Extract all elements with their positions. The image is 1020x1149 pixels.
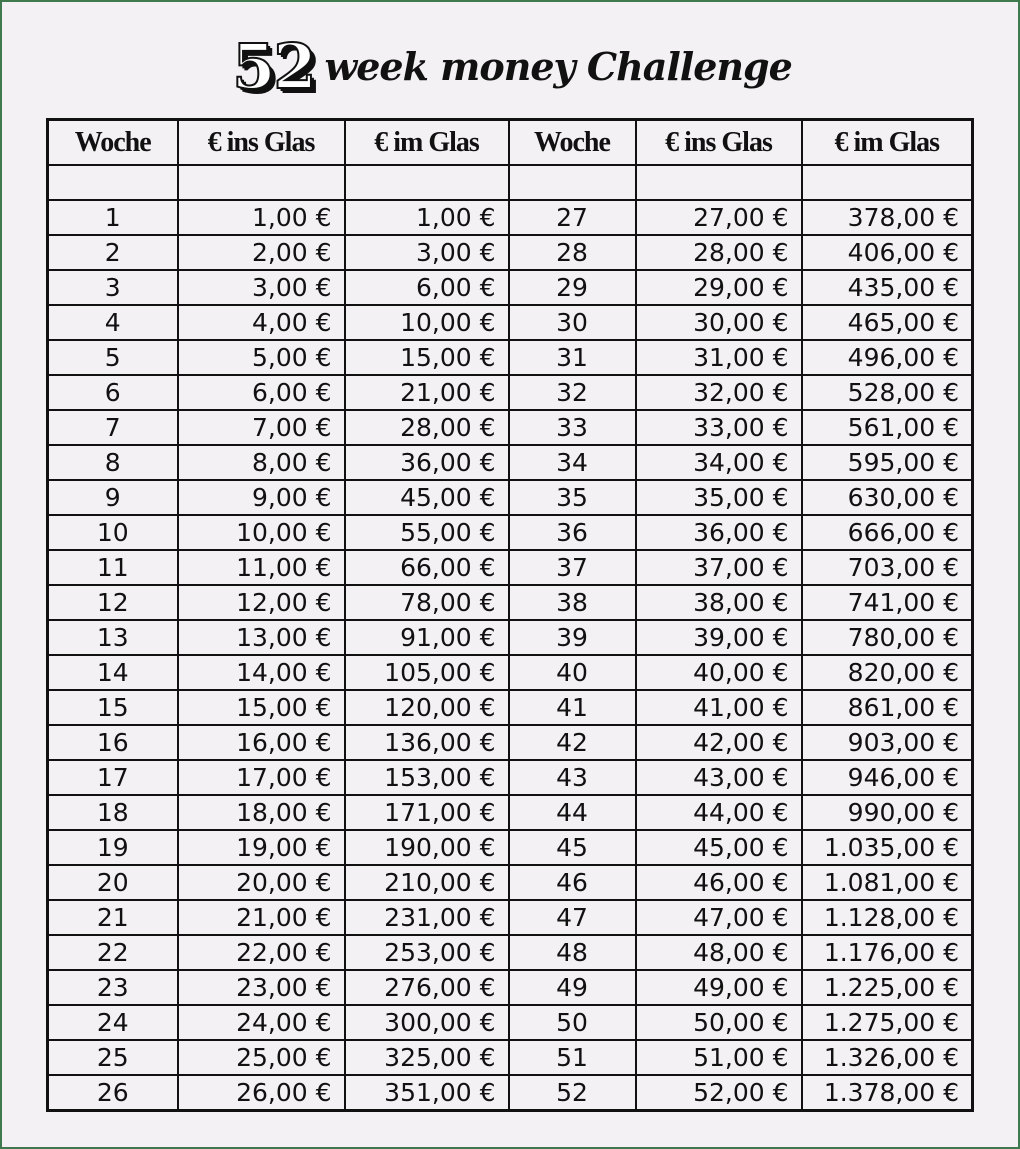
deposit-cell: 46,00 € [636, 865, 802, 900]
total-cell: 741,00 € [802, 585, 973, 620]
table-row [48, 515, 973, 550]
table-row [48, 375, 973, 410]
deposit-cell: 16,00 € [178, 725, 345, 760]
total-cell: 78,00 € [345, 585, 509, 620]
total-cell: 190,00 € [345, 830, 509, 865]
deposit-cell: 47,00 € [636, 900, 802, 935]
week-cell: 7 [48, 410, 178, 445]
deposit-cell: 29,00 € [636, 270, 802, 305]
deposit-cell: 31,00 € [636, 340, 802, 375]
deposit-cell: 20,00 € [178, 865, 345, 900]
deposit-cell: 6,00 € [178, 375, 345, 410]
total-cell: 253,00 € [345, 935, 509, 970]
title-number: 52 [232, 30, 315, 103]
total-cell: 1.326,00 € [802, 1040, 973, 1075]
total-cell: 703,00 € [802, 550, 973, 585]
week-cell: 18 [48, 795, 178, 830]
deposit-cell: 9,00 € [178, 480, 345, 515]
total-cell: 820,00 € [802, 655, 973, 690]
week-cell: 16 [48, 725, 178, 760]
table-row [48, 480, 973, 515]
week-cell: 12 [48, 585, 178, 620]
total-cell: 435,00 € [802, 270, 973, 305]
table-row [48, 865, 973, 900]
week-cell: 22 [48, 935, 178, 970]
week-cell: 26 [48, 1075, 178, 1111]
total-cell: 120,00 € [345, 690, 509, 725]
deposit-cell: 52,00 € [636, 1075, 802, 1111]
deposit-cell: 43,00 € [636, 760, 802, 795]
total-cell: 780,00 € [802, 620, 973, 655]
table-row [48, 1005, 973, 1040]
table-row [48, 340, 973, 375]
savings-table [46, 118, 974, 1112]
table-row [48, 1075, 973, 1111]
table-row [48, 690, 973, 725]
deposit-cell: 30,00 € [636, 305, 802, 340]
total-cell: 378,00 € [802, 200, 973, 235]
week-cell: 3 [48, 270, 178, 305]
deposit-cell: 17,00 € [178, 760, 345, 795]
total-cell: 595,00 € [802, 445, 973, 480]
week-cell: 27 [509, 200, 636, 235]
deposit-cell: 5,00 € [178, 340, 345, 375]
total-cell: 66,00 € [345, 550, 509, 585]
week-cell: 11 [48, 550, 178, 585]
week-cell: 52 [509, 1075, 636, 1111]
empty-cell [178, 165, 345, 200]
deposit-cell: 32,00 € [636, 375, 802, 410]
week-cell: 2 [48, 235, 178, 270]
total-cell: 10,00 € [345, 305, 509, 340]
total-cell: 55,00 € [345, 515, 509, 550]
week-cell: 25 [48, 1040, 178, 1075]
total-cell: 1.275,00 € [802, 1005, 973, 1040]
total-cell: 3,00 € [345, 235, 509, 270]
total-cell: 28,00 € [345, 410, 509, 445]
total-cell: 136,00 € [345, 725, 509, 760]
deposit-cell: 28,00 € [636, 235, 802, 270]
total-cell: 105,00 € [345, 655, 509, 690]
deposit-cell: 4,00 € [178, 305, 345, 340]
week-cell: 38 [509, 585, 636, 620]
total-cell: 630,00 € [802, 480, 973, 515]
header-week-1: Woche [48, 120, 178, 166]
deposit-cell: 42,00 € [636, 725, 802, 760]
deposit-cell: 13,00 € [178, 620, 345, 655]
week-cell: 30 [509, 305, 636, 340]
week-cell: 23 [48, 970, 178, 1005]
week-cell: 31 [509, 340, 636, 375]
week-cell: 45 [509, 830, 636, 865]
total-cell: 561,00 € [802, 410, 973, 445]
total-cell: 171,00 € [345, 795, 509, 830]
empty-cell [509, 165, 636, 200]
header-total-1: € im Glas [345, 120, 509, 166]
deposit-cell: 51,00 € [636, 1040, 802, 1075]
deposit-cell: 21,00 € [178, 900, 345, 935]
week-cell: 20 [48, 865, 178, 900]
deposit-cell: 7,00 € [178, 410, 345, 445]
deposit-cell: 25,00 € [178, 1040, 345, 1075]
week-cell: 44 [509, 795, 636, 830]
deposit-cell: 11,00 € [178, 550, 345, 585]
empty-cell [802, 165, 973, 200]
table-row [48, 1040, 973, 1075]
total-cell: 1.035,00 € [802, 830, 973, 865]
week-cell: 21 [48, 900, 178, 935]
week-cell: 36 [509, 515, 636, 550]
week-cell: 43 [509, 760, 636, 795]
week-cell: 10 [48, 515, 178, 550]
table-row [48, 550, 973, 585]
deposit-cell: 23,00 € [178, 970, 345, 1005]
deposit-cell: 45,00 € [636, 830, 802, 865]
total-cell: 45,00 € [345, 480, 509, 515]
table-row [48, 445, 973, 480]
total-cell: 276,00 € [345, 970, 509, 1005]
total-cell: 351,00 € [345, 1075, 509, 1111]
total-cell: 300,00 € [345, 1005, 509, 1040]
total-cell: 496,00 € [802, 340, 973, 375]
total-cell: 210,00 € [345, 865, 509, 900]
total-cell: 1.128,00 € [802, 900, 973, 935]
total-cell: 465,00 € [802, 305, 973, 340]
empty-row [48, 165, 973, 200]
table-row [48, 970, 973, 1005]
week-cell: 41 [509, 690, 636, 725]
deposit-cell: 2,00 € [178, 235, 345, 270]
deposit-cell: 24,00 € [178, 1005, 345, 1040]
table-row [48, 725, 973, 760]
week-cell: 1 [48, 200, 178, 235]
week-cell: 40 [509, 655, 636, 690]
table-row [48, 760, 973, 795]
total-cell: 1,00 € [345, 200, 509, 235]
table-row [48, 305, 973, 340]
deposit-cell: 35,00 € [636, 480, 802, 515]
deposit-cell: 50,00 € [636, 1005, 802, 1040]
total-cell: 1.176,00 € [802, 935, 973, 970]
total-cell: 406,00 € [802, 235, 973, 270]
empty-cell [48, 165, 178, 200]
week-cell: 46 [509, 865, 636, 900]
deposit-cell: 34,00 € [636, 445, 802, 480]
deposit-cell: 33,00 € [636, 410, 802, 445]
week-cell: 50 [509, 1005, 636, 1040]
week-cell: 4 [48, 305, 178, 340]
total-cell: 15,00 € [345, 340, 509, 375]
total-cell: 861,00 € [802, 690, 973, 725]
header-week-2: Woche [509, 120, 636, 166]
deposit-cell: 37,00 € [636, 550, 802, 585]
total-cell: 1.225,00 € [802, 970, 973, 1005]
deposit-cell: 15,00 € [178, 690, 345, 725]
table-row [48, 795, 973, 830]
deposit-cell: 40,00 € [636, 655, 802, 690]
deposit-cell: 3,00 € [178, 270, 345, 305]
week-cell: 42 [509, 725, 636, 760]
deposit-cell: 48,00 € [636, 935, 802, 970]
total-cell: 36,00 € [345, 445, 509, 480]
total-cell: 153,00 € [345, 760, 509, 795]
table-row [48, 655, 973, 690]
deposit-cell: 38,00 € [636, 585, 802, 620]
week-cell: 24 [48, 1005, 178, 1040]
total-cell: 1.081,00 € [802, 865, 973, 900]
deposit-cell: 18,00 € [178, 795, 345, 830]
week-cell: 51 [509, 1040, 636, 1075]
week-cell: 37 [509, 550, 636, 585]
deposit-cell: 12,00 € [178, 585, 345, 620]
week-cell: 35 [509, 480, 636, 515]
week-cell: 14 [48, 655, 178, 690]
header-total-2: € im Glas [802, 120, 973, 166]
table-row [48, 235, 973, 270]
week-cell: 19 [48, 830, 178, 865]
total-cell: 528,00 € [802, 375, 973, 410]
week-cell: 34 [509, 445, 636, 480]
empty-cell [636, 165, 802, 200]
deposit-cell: 39,00 € [636, 620, 802, 655]
deposit-cell: 27,00 € [636, 200, 802, 235]
week-cell: 49 [509, 970, 636, 1005]
week-cell: 6 [48, 375, 178, 410]
total-cell: 903,00 € [802, 725, 973, 760]
total-cell: 1.378,00 € [802, 1075, 973, 1111]
table-row [48, 410, 973, 445]
week-cell: 28 [509, 235, 636, 270]
week-cell: 8 [48, 445, 178, 480]
week-cell: 47 [509, 900, 636, 935]
deposit-cell: 49,00 € [636, 970, 802, 1005]
total-cell: 946,00 € [802, 760, 973, 795]
week-cell: 32 [509, 375, 636, 410]
week-cell: 15 [48, 690, 178, 725]
week-cell: 9 [48, 480, 178, 515]
table-row [48, 585, 973, 620]
table-row [48, 830, 973, 865]
table-row [48, 935, 973, 970]
week-cell: 5 [48, 340, 178, 375]
deposit-cell: 41,00 € [636, 690, 802, 725]
week-cell: 29 [509, 270, 636, 305]
title-text: week money Challenge [324, 44, 792, 89]
deposit-cell: 44,00 € [636, 795, 802, 830]
total-cell: 6,00 € [345, 270, 509, 305]
deposit-cell: 1,00 € [178, 200, 345, 235]
week-cell: 48 [509, 935, 636, 970]
week-cell: 17 [48, 760, 178, 795]
table-row [48, 900, 973, 935]
deposit-cell: 8,00 € [178, 445, 345, 480]
total-cell: 231,00 € [345, 900, 509, 935]
total-cell: 990,00 € [802, 795, 973, 830]
deposit-cell: 22,00 € [178, 935, 345, 970]
empty-cell [345, 165, 509, 200]
week-cell: 13 [48, 620, 178, 655]
deposit-cell: 26,00 € [178, 1075, 345, 1111]
header-deposit-2: € ins Glas [636, 120, 802, 166]
deposit-cell: 36,00 € [636, 515, 802, 550]
deposit-cell: 10,00 € [178, 515, 345, 550]
deposit-cell: 19,00 € [178, 830, 345, 865]
header-deposit-1: € ins Glas [178, 120, 345, 166]
total-cell: 21,00 € [345, 375, 509, 410]
page-title [2, 32, 1020, 102]
total-cell: 91,00 € [345, 620, 509, 655]
table-row [48, 200, 973, 235]
deposit-cell: 14,00 € [178, 655, 345, 690]
week-cell: 33 [509, 410, 636, 445]
header-row [48, 120, 973, 166]
total-cell: 325,00 € [345, 1040, 509, 1075]
week-cell: 39 [509, 620, 636, 655]
total-cell: 666,00 € [802, 515, 973, 550]
table-row [48, 270, 973, 305]
table-row [48, 620, 973, 655]
